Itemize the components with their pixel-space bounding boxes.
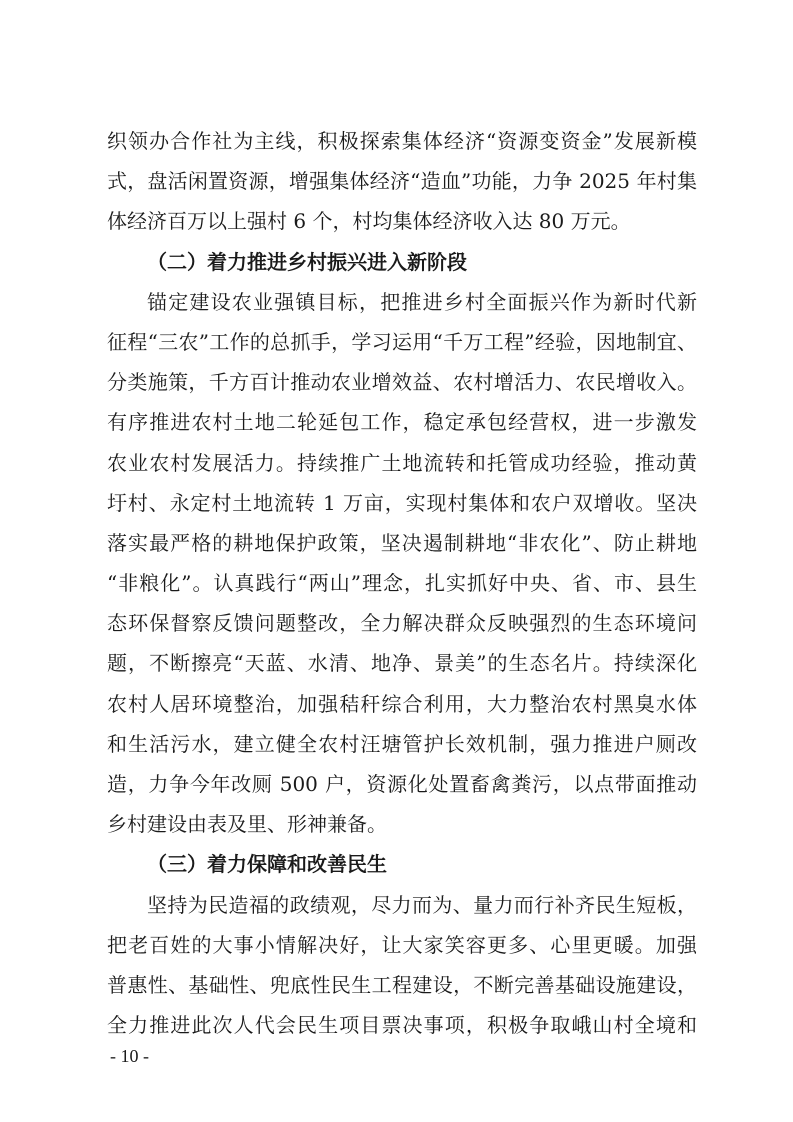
text-line: 全力推进此次人代会民生项目票决事项，积极争取峨山村全境和: [107, 1013, 697, 1038]
text-line: 态环保督察反馈问题整改，全力解决群众反映强烈的生态环境问: [107, 611, 697, 636]
text-line: 造，力争今年改厕 500 户，资源化处置畜禽粪污，以点带面推动: [107, 772, 697, 796]
text-line: 征程“三农”工作的总抓手，学习运用“千万工程”经验，因地制宜、: [107, 329, 697, 354]
section-heading-3: （三）着力保障和改善民生: [147, 852, 387, 877]
paragraph-section-3: [107, 885, 697, 1046]
text-line: 有序推进农村土地二轮延包工作，稳定承包经营权，进一步激发: [107, 410, 697, 435]
text-line: 锚定建设农业强镇目标，把推进乡村全面振兴作为新时代新: [147, 289, 697, 314]
section-heading-2: （二）着力推进乡村振兴进入新阶段: [147, 249, 467, 274]
text-line: 分类施策，千方百计推动农业增效益、农村增活力、农民增收入。: [107, 370, 697, 395]
text-line: 农业农村发展活力。持续推广土地流转和托管成功经验，推动黄: [107, 450, 697, 475]
text-line: 体经济百万以上强村 6 个，村均集体经济收入达 80 万元。: [107, 209, 631, 234]
text-line: 落实最严格的耕地保护政策，坚决遏制耕地“非农化”、防止耕地: [107, 530, 697, 555]
paragraph-section-2: [107, 282, 697, 845]
text-line: 圩村、永定村土地流转 1 万亩，实现村集体和农户双增收。坚决: [107, 490, 697, 515]
text-line: 乡村建设由表及里、形神兼备。: [107, 812, 387, 837]
text-line: 坚持为民造福的政绩观，尽力而为、量力而行补齐民生短板，: [147, 892, 697, 917]
document-body: [107, 121, 697, 1045]
text-line: “非粮化”。认真践行“两山”理念，扎实抓好中央、省、市、县生: [107, 571, 697, 596]
text-line: 织领办合作社为主线，积极探索集体经济“资源变资金”发展新模: [107, 129, 697, 153]
paragraph-intro: [107, 121, 697, 242]
text-line: 和生活污水，建立健全农村汪塘管护长效机制，强力推进户厕改: [107, 731, 697, 756]
text-line: 把老百姓的大事小情解决好，让大家笑容更多、心里更暖。加强: [107, 932, 697, 957]
text-line: 题，不断擦亮“天蓝、水清、地净、景美”的生态名片。持续深化: [107, 651, 697, 676]
text-line: 农村人居环境整治，加强秸秆综合利用，大力整治农村黑臭水体: [107, 691, 697, 716]
page-number: - 10 -: [110, 1046, 149, 1066]
text-line: 式，盘活闲置资源，增强集体经济“造血”功能，力争 2025 年村集: [107, 169, 697, 194]
text-line: 普惠性、基础性、兜底性民生工程建设，不断完善基础设施建设，: [107, 972, 697, 997]
